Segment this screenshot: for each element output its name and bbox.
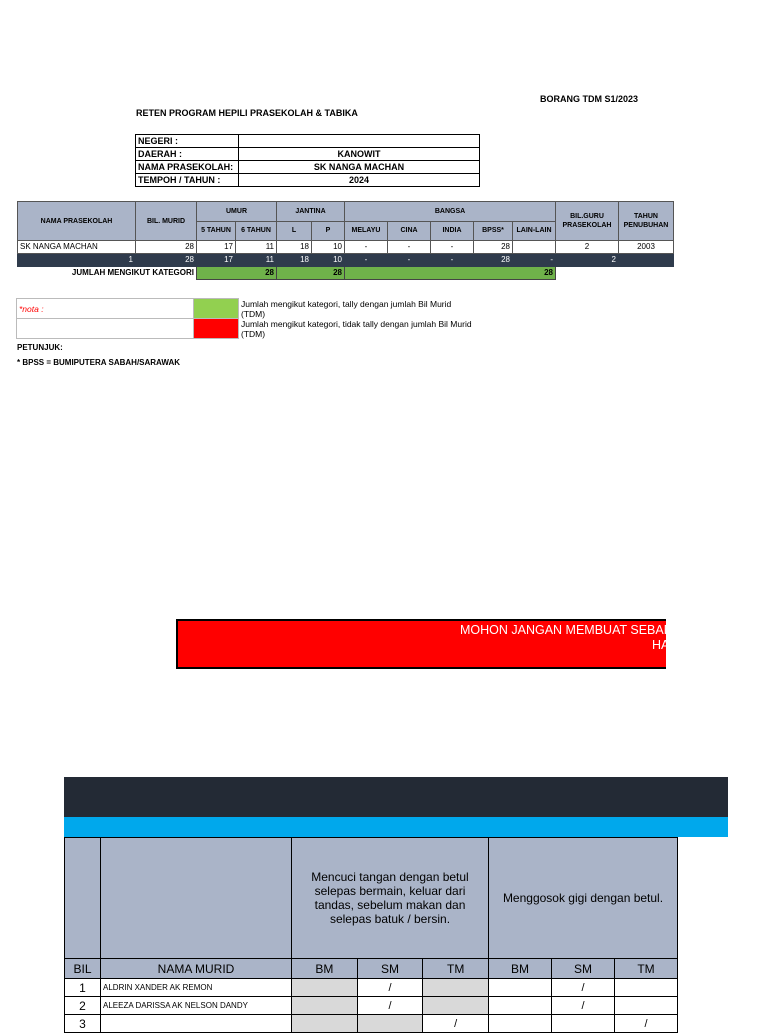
total-u6: 11 [236,254,277,267]
enrolment-table [17,201,674,280]
cell-b-sm[interactable]: / [552,997,615,1015]
cell-a-tm[interactable] [423,979,489,997]
table-row [65,997,678,1015]
col-tahun: TAHUN PENUBUHAN [619,202,674,241]
table-header-row [18,202,674,222]
info-row [136,161,480,174]
cell-b-tm[interactable] [615,997,678,1015]
checklist-header-bar [64,777,728,817]
table-row [65,1015,678,1033]
info-label: NAMA PRASEKOLAH: [136,161,239,174]
nota-label: *nota : [17,299,194,319]
col-nama-murid: NAMA MURID [101,959,292,979]
cell-a-bm[interactable] [292,979,358,997]
col-jantina: JANTINA [277,202,345,222]
sum-jantina: 28 [277,267,345,280]
col-l: L [277,221,312,241]
col-b-bm: BM [489,959,552,979]
cell-a-bm[interactable] [292,1015,358,1033]
cell-u6: 11 [236,241,277,254]
total-bil: 28 [136,254,197,267]
cell-l: 18 [277,241,312,254]
col-lain: LAIN-LAIN [513,221,556,241]
info-table [135,134,480,187]
col-a-tm: TM [423,959,489,979]
cell-b-tm[interactable]: / [615,1015,678,1033]
sum-bangsa: 28 [345,267,556,280]
total-idx: 1 [18,254,136,267]
cell-a-tm[interactable] [423,997,489,1015]
row-name: ALDRIN XANDER AK REMON [101,979,292,997]
cell-b-tm[interactable] [615,979,678,997]
total-lain: - [513,254,556,267]
cell-a-bm[interactable] [292,997,358,1015]
green-swatch [194,299,239,319]
cell-u5: 17 [197,241,236,254]
total-p: 10 [312,254,345,267]
cell-india: - [431,241,474,254]
green-text: Jumlah mengikut kategori, tally dengan jumlah Bil Murid (TDM) [241,298,452,319]
total-tahun [619,254,674,267]
col-cina: CINA [388,221,431,241]
sum-umur: 28 [197,267,277,280]
info-value: SK NANGA MACHAN [239,161,480,174]
col-b-tm: TM [615,959,678,979]
cell-tahun: 2003 [619,241,674,254]
checklist-header-row [65,838,678,959]
info-row [136,148,480,161]
checklist-subheader-row [65,959,678,979]
total-melayu: - [345,254,388,267]
table-row [18,241,674,254]
row-no: 1 [65,979,101,997]
info-label: DAERAH : [136,148,239,161]
table-total-row [18,254,674,267]
col-india: INDIA [431,221,474,241]
cell-b-sm[interactable]: / [552,979,615,997]
col-blank [65,838,101,959]
row-no: 2 [65,997,101,1015]
cell-b-bm[interactable] [489,979,552,997]
total-guru: 2 [556,254,619,267]
col-a-bm: BM [292,959,358,979]
col-b-sm: SM [552,959,615,979]
col-guru: BIL.GURU PRASEKOLAH [556,202,619,241]
cell-a-sm[interactable]: / [357,997,423,1015]
cell-a-sm[interactable] [357,1015,423,1033]
cell-cina: - [388,241,431,254]
info-label: NEGERI : [136,135,239,148]
info-value: KANOWIT [239,148,480,161]
checklist-table [64,837,678,1033]
checklist-accent-bar [64,817,728,837]
cell-nama: SK NANGA MACHAN [18,241,136,254]
petunjuk-title: PETUNJUK: [17,343,63,352]
cell-bpss: 28 [474,241,513,254]
cell-b-sm[interactable] [552,1015,615,1033]
sum-label: JUMLAH MENGIKUT KATEGORI [71,268,194,278]
nota-blank [17,319,194,339]
col-nama: NAMA PRASEKOLAH [18,202,136,241]
col-mencuci: Mencuci tangan dengan betul selepas bermain, keluar dari tandas, sebelum makan dan selepas batuk / bersin. [292,838,489,959]
total-u5: 17 [197,254,236,267]
col-p: P [312,221,345,241]
col-melayu: MELAYU [345,221,388,241]
col-6-tahun: 6 TAHUN [236,221,277,241]
banner-line1: MOHON JANGAN MEMBUAT SEBAR [460,623,673,637]
row-name: ALEEZA DARISSA AK NELSON DANDY [101,997,292,1015]
info-value [239,135,480,148]
petunjuk-line: * BPSS = BUMIPUTERA SABAH/SARAWAK [17,358,181,367]
form-code: BORANG TDM S1/2023 [540,94,639,104]
red-swatch [194,319,239,339]
col-bil: BIL [65,959,101,979]
cell-b-bm[interactable] [489,997,552,1015]
cell-b-bm[interactable] [489,1015,552,1033]
col-blank-name [101,838,292,959]
nota-row [17,319,480,339]
cell-bil: 28 [136,241,197,254]
col-a-sm: SM [357,959,423,979]
col-5-tahun: 5 TAHUN [197,221,236,241]
sum-empty [556,267,674,280]
info-value: 2024 [239,174,480,187]
page-title: RETEN PROGRAM HEPILI PRASEKOLAH & TABIKA [136,108,358,118]
nota-row [17,299,480,319]
col-bpss: BPSS* [474,221,513,241]
info-label: TEMPOH / TAHUN : [136,174,239,187]
col-bangsa: BANGSA [345,202,556,222]
cell-guru: 2 [556,241,619,254]
table-row [65,979,678,997]
col-umur: UMUR [197,202,277,222]
warning-banner [176,619,673,669]
nota-legend [16,298,480,339]
total-bpss: 28 [474,254,513,267]
cell-a-tm[interactable]: / [423,1015,489,1033]
row-no: 3 [65,1015,101,1033]
red-text: Jumlah mengikut kategori, tidak tally dengan jumlah Bil Murid (TDM) [241,318,472,339]
cell-a-sm[interactable]: / [357,979,423,997]
total-cina: - [388,254,431,267]
total-l: 18 [277,254,312,267]
cell-melayu: - [345,241,388,254]
info-row [136,135,480,148]
cell-lain [513,241,556,254]
info-row [136,174,480,187]
table-sum-row [18,267,674,280]
banner-line2: HA [652,638,670,652]
col-menggosok: Menggosok gigi dengan betul. [489,838,678,959]
cell-p: 10 [312,241,345,254]
row-name [101,1015,292,1033]
total-india: - [431,254,474,267]
col-bil-murid: BIL. MURID [136,202,197,241]
